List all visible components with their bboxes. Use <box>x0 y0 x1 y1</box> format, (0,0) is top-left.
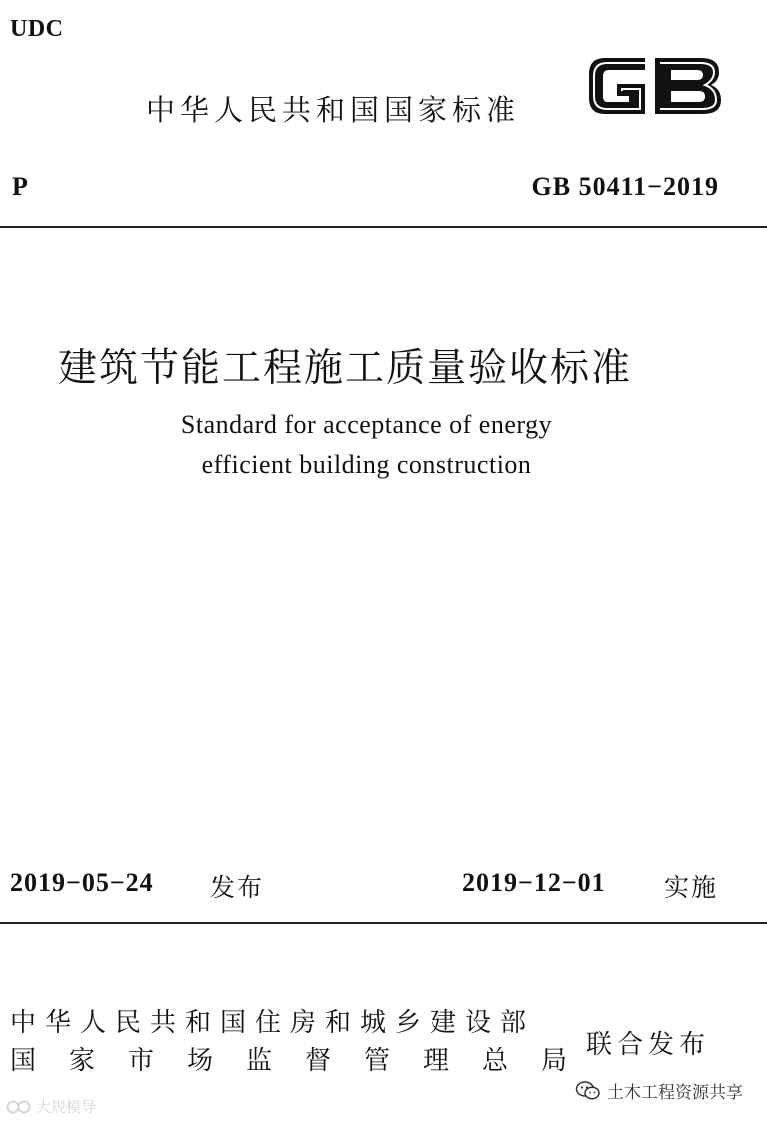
udc-label: UDC <box>10 16 64 42</box>
watermark-logo-icon <box>6 1099 32 1115</box>
implementation-date: 2019−12−01 <box>462 868 606 897</box>
issue-date: 2019−05−24 <box>10 868 154 897</box>
classification-code: P <box>12 172 28 201</box>
title-english-line1: Standard for acceptance of energy <box>180 410 553 439</box>
implementation-label: 实施 <box>664 873 719 902</box>
joint-issue-label: 联合发布 <box>586 1030 711 1060</box>
watermark-left <box>6 1096 96 1117</box>
watermark-left-text: 大规模导 <box>36 1098 97 1116</box>
issuer-administration: 国家市场监督管理总局 <box>10 1046 601 1076</box>
top-divider <box>0 226 767 228</box>
wechat-icon <box>575 1080 601 1102</box>
national-standard-heading: 中华人民共和国国家标准 <box>146 93 521 127</box>
bottom-divider <box>0 922 767 924</box>
standard-number: GB 50411−2019 <box>531 172 719 201</box>
watermark-right-text: 土木工程资源共享 <box>607 1083 743 1103</box>
gb-logo <box>583 50 725 122</box>
watermark-right <box>575 1078 743 1103</box>
issue-label: 发布 <box>210 873 265 902</box>
title-chinese: 建筑节能工程施工质量验收标准 <box>58 346 633 391</box>
issuer-ministry: 中华人民共和国住房和城乡建设部 <box>10 1008 536 1038</box>
title-english-line2: efficient building construction <box>201 450 532 479</box>
